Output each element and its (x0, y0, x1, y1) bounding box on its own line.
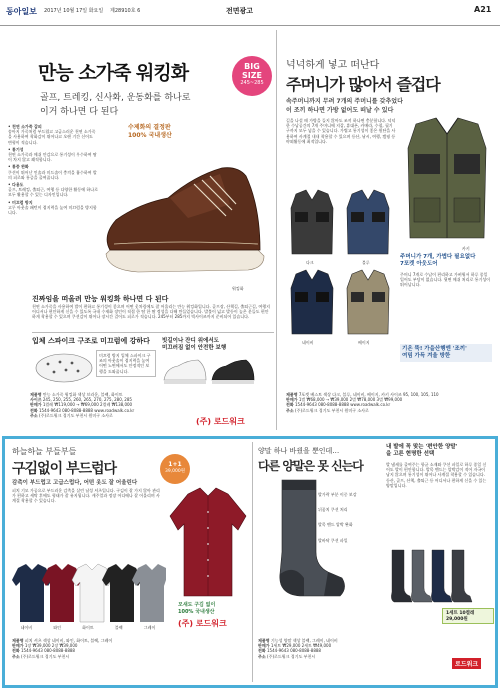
spec-row: 판매가 1벌 ₩68,000 → ₩39,000 2벌 ₩78,000 3벌 ₩99,000 (286, 397, 403, 403)
navy-vest-image (286, 268, 338, 338)
vest-advertisement (282, 28, 496, 432)
shoe-advertisement (4, 28, 274, 390)
sole-text: 미끄럼 방지 입체 스파이크 구조의 아웃솔이 접지력을 높여 어떤 노면에서도 안정적인 보행을 도와줍니다. (96, 350, 156, 377)
vest-title: 주머니가 많아서 즐겁다 (286, 75, 440, 94)
color-label: 와인 (53, 625, 62, 630)
shirt-spec-table (12, 638, 248, 659)
shoe-feature-list (8, 124, 98, 217)
color-label-blue: 블루 (362, 260, 370, 265)
color-label: 그레이 (143, 625, 156, 630)
callout-item: 발가락 부분 이중 보강 (318, 492, 357, 497)
vest-side-text: 주머니 7개로 수납이 편리하고 가벼워서 하루 종일 입어도 부담이 없습니다. 뒷면 메쉬 처리로 통기성이 뛰어납니다. (400, 272, 491, 288)
khaki-vest-image (400, 114, 494, 244)
divider (32, 332, 274, 333)
newspaper-name: 동아일보 (6, 7, 37, 16)
white-shoe-image (162, 354, 208, 388)
column-divider (252, 442, 253, 682)
spec-row: 주소 (주)로드워크 경기도 부천시 (12, 653, 70, 659)
color-label-khaki: 카키 (462, 246, 470, 251)
sole-image (34, 348, 94, 388)
vest-tagline: 넉넉하게 넣고 떠난다 (286, 60, 380, 71)
sock-pre-title: 양말 하나 바꿨을 뿐인데… (258, 447, 340, 455)
spec-row: 제품명 7포켓 베스트 색상 다크, 블루, 네이비, 베이지, 카키 사이즈 95, 100, 105, 110 (286, 392, 439, 397)
callout-item: 발목 밴드 압박 완화 (318, 522, 353, 528)
shirt-color-lineup (10, 562, 166, 624)
spec-row: 전화 1544-9643 080-8088-8888 www.roadwalk.co.kr (30, 407, 135, 413)
sock-advertisement (256, 440, 494, 684)
shirt-price-badge: 1+1 39,000원 (160, 454, 190, 484)
list-item: • 천연 소가죽 갑피 송아지 가죽처럼 부드럽고 고급스러운 천연 소가죽을 사용하여 착화감이 뛰어나고 오랜 기간 신어도 변형이 적습니다. (8, 124, 96, 145)
column-divider (276, 30, 277, 430)
sock-price-box: 1세트 10켤레 29,000원 (442, 608, 494, 624)
vest-body-text: 길을 나설 때 가방을 들지 않아도 조끼 하나면 충분합니다. 넉넉한 수납공간의 7개 주머니에 지갑, 휴대폰, 카메라, 수첩, 필기구까지 모두 넣을 수 있습니다. 가볍고 통기성이 좋은 원단을 사용하여 사계절 내내 착용할 수 있으며 등산, 낚시, 여행, 캠핑 등 야외활동에 최적입니다. (286, 118, 396, 144)
sock-spec-table (258, 638, 438, 659)
section-title: 전면광고 (226, 7, 254, 15)
page-header (0, 0, 500, 26)
shoe-body-text: 천연 소가죽을 사용하여 발이 편하고 통기성이 좋으며 어떤 옷차림에도 잘 어울리는 만능 워킹화입니다. 골프장, 산책길, 출퇴근길, 여행지 어디서나 편안하게 신을 수 있도록 국내 수제화 장인이 직접 한 땀 한 땀 정성을 다해 만들었습니다. 발볼이 넓고 발등이 높은 분들도 편안하게 착용할 수 있으며 쿠션감이 뛰어나 장시간 걸어도 피로가 적습니다. 245부터 285까지 빅사이즈까지 준비되어 있습니다. (32, 304, 270, 320)
shirt-made-label: 모새도 구김 없이 100% 국내생산 (178, 602, 216, 615)
color-label-dark: 다크 (306, 260, 314, 265)
vest-bottom-note: 기온 뚝! 가을산행엔 '조끼' 여밈 가득 겨울 방한 (400, 344, 492, 362)
sock-right-heading: 내 발에 꼭 맞는 '편안한 양말' 을 고른 현명한 선택 (386, 444, 458, 457)
callout-item: 발바닥 쿠션 파일 (318, 537, 348, 543)
sole-heading: 입체 스파이크 구조로 미끄럼에 강하다 (32, 337, 150, 345)
spec-row: 주소 (주)로드워크 경기도 부천시 (258, 653, 316, 659)
spec-row: 판매가 1장 ₩39,000 2장 ₩39,000 (12, 643, 78, 649)
color-label: 화이트 (82, 625, 94, 630)
callout-item: 뒤꿈치 쿠션 처리 (318, 507, 348, 513)
shirt-advertisement (8, 440, 252, 684)
shirt-sub: 감촉이 부드럽고 고급스럽다, 어떤 옷도 잘 어울린다 (12, 480, 138, 486)
shirt-body-text: 피치 기모 가공으로 부드러운 감촉을 살린 남성 셔츠입니다. 구김이 잘 가지 않아 관리가 편하고 세탁 후에도 형태가 잘 유지됩니다. 캐주얼과 정장 어디에나 잘 어울리며 사계절 착용할 수 있습니다. (12, 488, 160, 504)
shirt-title: 구김없이 부드럽다 (12, 461, 117, 477)
shoe-title: 만능 소가죽 워킹화 (38, 62, 189, 84)
shirt-color-labels (10, 625, 166, 630)
shoe-brand-logo: (주) 로드워크 (196, 417, 245, 426)
shoe-caption: 워킹화 (232, 286, 244, 291)
sock-brand-logo: 로드워크 (452, 658, 481, 669)
color-label-navy: 네이비 (302, 340, 314, 345)
big-size-badge: BIG SIZE 245~285 (232, 56, 272, 96)
spec-row: 전화 1544-9643 080-8088-8888 (12, 648, 75, 654)
spec-row: 제품명 피치 셔츠 색상 네이비, 와인, 화이트, 블랙, 그레이 (12, 638, 113, 643)
sock-lineup-image (388, 548, 488, 604)
issue-number: 제28910호 6 (110, 8, 141, 14)
vest-side-heading: 주머니가 7개, 가볍다 필요없다 7포켓 아웃도어 (400, 254, 476, 267)
page-number: A21 (474, 5, 492, 14)
spec-row: 주소 (주)로드워크 경기도 부천시 원미구 소사로 (30, 412, 113, 418)
color-label-beige: 베이지 (358, 340, 370, 345)
list-item: • 미끄럼 방지 고무 아웃솔 패턴이 접지력을 높여 미끄럼을 방지합니다. (8, 199, 97, 216)
wine-shirt-image (168, 486, 248, 598)
shirt-pre-title: 하늘하늘 부들부들 (12, 447, 77, 456)
blue-vest-image (342, 188, 394, 258)
shoe-subtitle-line2: 이거 하나면 다 된다 (40, 107, 119, 117)
vest-sub-line2: 이 조끼 하나면 가방 없어도 떠날 수 있다 (286, 107, 394, 114)
handmade-label: 수제화의 결정판 100% 국내생산 (128, 124, 172, 139)
sock-callouts (318, 492, 382, 543)
spec-row: 전화 1544-9643 080-8088-8888 (258, 648, 321, 654)
dark-vest-image (286, 188, 338, 258)
list-item: • 통기성 천연 소가죽과 메쉬 안감으로 통기성이 우수하여 땀이 차지 않고 쾌적합니다. (8, 146, 97, 163)
shoe-subtitle-line1: 골프, 트레킹, 신사화, 운동화를 하나로 (40, 93, 191, 103)
vest-spec-table (286, 392, 494, 413)
spec-row: 제품명 만능 소가죽 워킹화 색상 브라운, 블랙, 화이트 (30, 392, 123, 397)
vest-sub-line1: 속주머니까지 무려 7개의 주머니를 갖추었다 (286, 98, 403, 105)
black-shoe-image (210, 354, 256, 388)
shoe-spec-table (30, 392, 274, 418)
shirt-brand-logo: (주) 로드워크 (178, 619, 227, 628)
list-item: • 통증 완화 쿠션이 뛰어난 인솔과 미드솔이 충격을 흡수하여 발의 피로와 통증을 줄여줍니다. (8, 164, 97, 180)
spec-row: 주소 (주)로드워크 경기도 부천시 원미구 소사로 (286, 407, 369, 413)
color-label: 블랙 (114, 625, 123, 630)
walking-shoe-image (98, 146, 268, 286)
sock-right-text: 발 냄새를 줄여주는 항균 소재와 쿠션 파일로 하루 종일 신어도 발이 편안합니다. 발목 밴드는 압박감이 적어 자국이 남지 않으며 통기성이 뛰어나 사계절 착용할 수 있습니다. 등산, 골프, 산책, 출퇴근 등 어디서나 편하게 신을 수 있는 양말입니다. (386, 462, 487, 488)
spec-row: 판매가 1켤레 ₩119,000 → ₩69,000 2켤레 ₩138,000 (30, 402, 133, 408)
shoe-body-heading: 진짜임을 떠올려 만능 워킹화 하나면 다 된다 (32, 295, 169, 303)
sock-title: 다른 양말은 못 신는다 (258, 459, 363, 473)
spec-row: 제품명 기능성 양말 색상 블랙, 그레이, 네이비 (258, 638, 338, 643)
spec-row: 전화 1544-9643 080-8088-8888 www.roadwalk.co.kr (286, 402, 391, 408)
color-label: 네이비 (20, 625, 33, 630)
beige-vest-image (342, 268, 394, 338)
issue-date: 2017년 10월 17일 화요일 (44, 8, 104, 14)
walking-heading: 빗길이나 잔디 위에서도 미끄러짐 없이 안전한 보행 (162, 338, 227, 351)
list-item: • 다용도 골프, 트레킹, 출퇴근, 여행 등 다양한 활동에 하나로 모두 활용할 수 있는 디자인입니다. (8, 182, 98, 198)
spec-row: 사이즈 245, 250, 255, 260, 265, 270, 275, 280, 285 (30, 397, 132, 403)
spec-row: 판매가 1세트 ₩29,000 2세트 ₩49,000 (258, 643, 332, 649)
